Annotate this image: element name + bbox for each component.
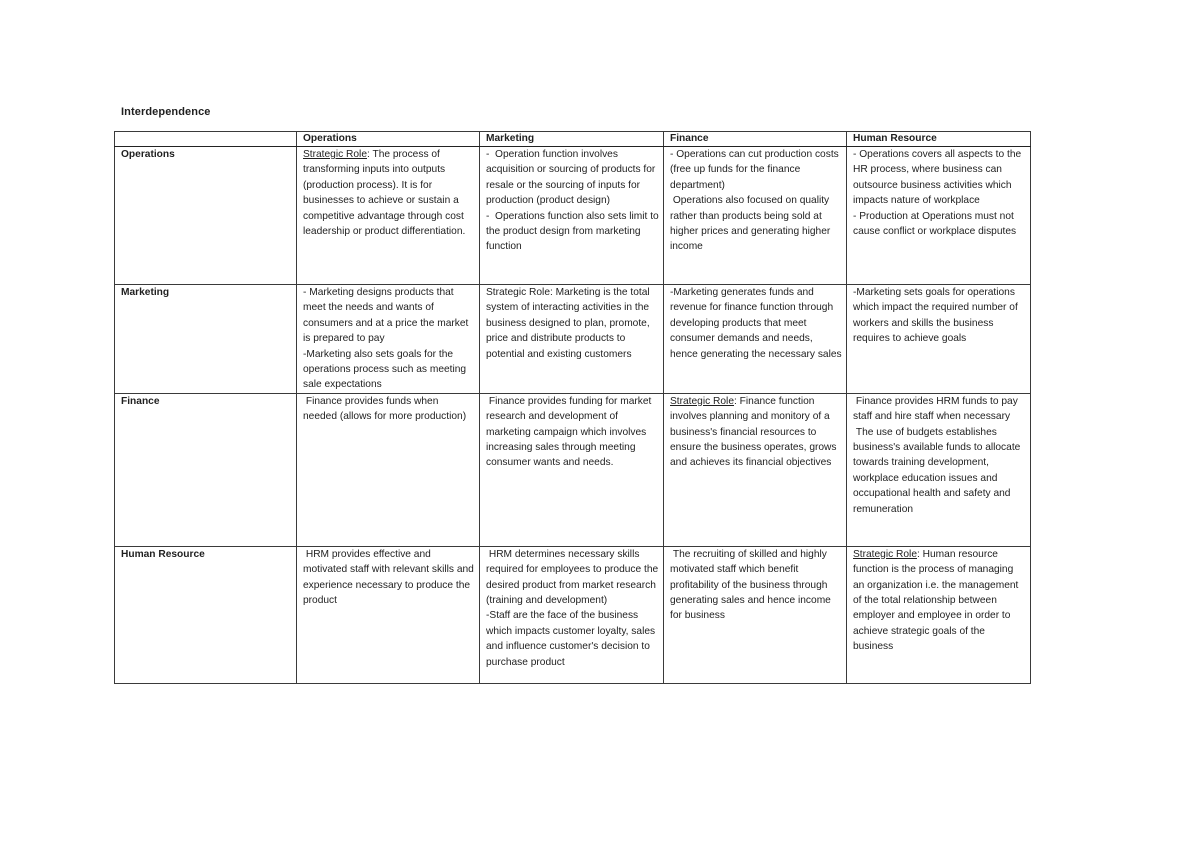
cell-1-2	[664, 285, 847, 394]
cell-paragraph: - Operations covers all aspects to the HR process, where business can outsource business activities which impacts nature of workplace	[853, 149, 1025, 207]
strategic-role-label: Strategic Role	[670, 395, 734, 407]
column-header-operations: Operations	[297, 132, 480, 147]
cell-1-1	[480, 285, 664, 394]
cell-1-0	[297, 285, 480, 394]
cell-paragraph: The recruiting of skilled and highly motivated staff which benefit profitability of the business through generating sales and hence income for business	[670, 548, 834, 622]
cell-3-3	[847, 546, 1031, 683]
cell-paragraph: -Marketing generates funds and revenue for finance function through developing products that meet consumer demands and needs, hence generating the necessary sales	[670, 287, 842, 360]
header-row	[115, 132, 1031, 147]
cell-2-1	[480, 393, 664, 546]
column-header-finance: Finance	[664, 132, 847, 147]
cell-3-0	[297, 546, 480, 683]
cell-paragraph: HRM provides effective and motivated staff with relevant skills and experience necessary to produce the product	[303, 548, 477, 607]
row-finance	[115, 393, 1031, 546]
cell-paragraph: - Production at Operations must not cause conflict or workplace disputes	[853, 210, 1017, 238]
cell-paragraph: - Marketing designs products that meet the needs and wants of consumers and at a price the market is prepared to pay	[303, 287, 472, 345]
cell-3-2	[664, 546, 847, 683]
cell-paragraph: - Operations function also sets limit to the product design from marketing function	[486, 210, 662, 253]
cell-paragraph: Strategic Role: Marketing is the total system of interacting activities in the business designed to plan, promote, price and distribute products to potential and existing customers	[486, 287, 653, 360]
cell-2-0	[297, 393, 480, 546]
cell-paragraph: -Staff are the face of the business which impacts customer loyalty, sales and influence customer's decision to purchase product	[486, 610, 658, 668]
cell-paragraph: -Marketing also sets goals for the operations process such as meeting sale expectations	[303, 348, 469, 391]
row-header-finance: Finance	[115, 393, 297, 546]
strategic-role-label: Strategic Role	[853, 548, 917, 560]
strategic-role-description: : Finance function involves planning and monitory of a business's financial resources to ensure the business operates, grows and achieves its financial objectives	[670, 395, 840, 469]
cell-paragraph: Finance provides funds when needed (allows for more production)	[303, 395, 467, 423]
strategic-role-text	[670, 394, 842, 471]
row-marketing	[115, 285, 1031, 394]
strategic-role-description: : The process of transforming inputs into outputs (production process). It is for businesses to achieve or sustain a competitive advantage through cost leadership or product differentiation.	[303, 149, 467, 238]
row-header-operations: Operations	[115, 147, 297, 285]
cell-paragraph: HRM determines necessary skills required for employees to produce the desired product from market research (training and development)	[486, 548, 662, 607]
strategic-role-text	[853, 547, 1026, 655]
cell-3-1	[480, 546, 664, 683]
cell-2-2	[664, 393, 847, 546]
row-header-marketing: Marketing	[115, 285, 297, 394]
cell-paragraph: The use of budgets establishes business's available funds to allocate towards training development, workplace education issues and occupational health and safety and remuneration	[853, 426, 1024, 515]
cell-0-1	[480, 147, 664, 285]
row-human-resource	[115, 546, 1031, 683]
column-header-human-resource: Human Resource	[847, 132, 1031, 147]
cell-0-0	[297, 147, 480, 285]
cell-paragraph: Finance provides HRM funds to pay staff and hire staff when necessary	[853, 395, 1021, 423]
document-title: Interdependence	[121, 106, 211, 118]
interdependence-table	[114, 131, 1031, 684]
column-header-marketing: Marketing	[480, 132, 664, 147]
strategic-role-label: Strategic Role	[303, 149, 367, 160]
cell-0-3	[847, 147, 1031, 285]
row-header-human-resource: Human Resource	[115, 546, 297, 683]
row-operations	[115, 147, 1031, 285]
strategic-role-description: : Human resource function is the process of managing an organization i.e. the management of the total relationship between employer and employee in order to achieve strategic goals of the business	[853, 548, 1022, 653]
strategic-role-text	[303, 147, 475, 239]
cell-paragraph: Finance provides funding for market research and development of marketing campaign which involves increasing sales through meeting consumer wants and needs.	[486, 395, 655, 469]
cell-2-3	[847, 393, 1031, 546]
corner-cell	[115, 132, 297, 147]
cell-paragraph: - Operations can cut production costs (free up funds for the finance department)	[670, 149, 842, 191]
cell-0-2	[664, 147, 847, 285]
cell-paragraph: -Marketing sets goals for operations which impact the required number of workers and skills the business requires to achieve goals	[853, 287, 1021, 345]
cell-1-3	[847, 285, 1031, 394]
cell-paragraph: - Operation function involves acquisition or sourcing of products for resale or the sourcing of inputs for production (product design)	[486, 149, 659, 207]
cell-paragraph: Operations also focused on quality rather than products being sold at higher prices and generating higher income	[670, 195, 834, 253]
